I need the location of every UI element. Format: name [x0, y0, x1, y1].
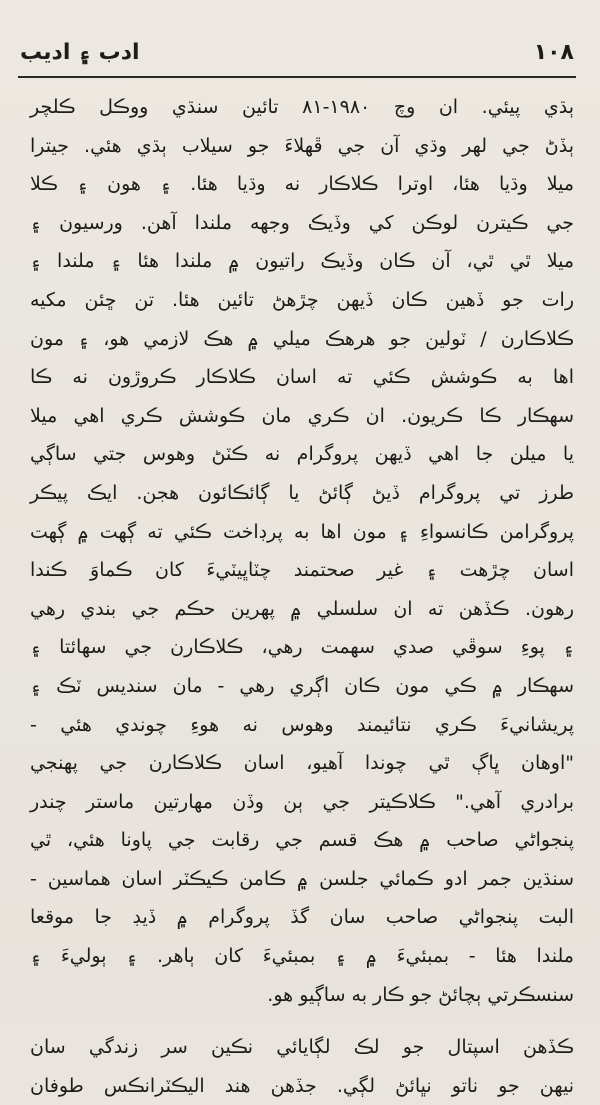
- text-line: ۽ پوءِ سوڦي صدي سهمت رهي، ڪلاڪارن جي سهائتا ۽: [30, 636, 574, 659]
- text-line: يا ميلن جا اهي ڏيهن پروگرام نه ڪٽڻ وهوس جتي ساڳي: [30, 443, 574, 466]
- text-line: سهڪار ۾ ڪي مون ڪان اڳري رهي - مان سنديس ٽڪ ۽: [30, 674, 574, 697]
- text-line: نيهن جو ناتو نڀائڻ لڳي. جڏهن هند اليڪٽرانڪس طوفان: [30, 1074, 574, 1097]
- paragraph-gap: [30, 1014, 574, 1028]
- page-number: ١٠٨: [533, 40, 574, 65]
- running-title: ادب ۽ اديب: [20, 40, 140, 65]
- text-line: البت پنجواڻي صاحب سان گڏ پروگرام ۾ ڏيڊ جا موقعا: [30, 906, 574, 929]
- text-line: سنڌين جمر ادو ڪمائي جلسن ۾ ڪامن ڪيڪٽر اسان هماسين -: [30, 867, 574, 890]
- text-line: ميلا وڌيا هئا، اوترا ڪلاڪار نه وڌيا هئا. ۽ هون ۽ ڪلا: [30, 173, 574, 196]
- text-line: ملندا هئا - بمبئيءَ ۾ ۽ بمبئيءَ کان ٻاهر. ۽ ٻوليءَ ۽: [30, 945, 574, 968]
- text-line: ميلا ٿي ٿي، آن ڪان وڏيڪ راتيون ۾ ملندا هئا ۽ ملندا ۽: [30, 250, 574, 273]
- text-line: پريشانيءَ ڪري نتائيمند وهوس نه هوءِ چوندي هئي -: [30, 713, 574, 736]
- text-line: سهڪار ڪا ڪريون. ان ڪري مان ڪوشش ڪري اهي ميلا: [30, 404, 574, 427]
- text-line: جي ڪيترن لوڪن کي وڏيڪ وجهه ملندا آهن. ورسيون ۽: [30, 211, 574, 234]
- text-line: پنجواڻي صاحب ۾ هڪ قسم جي رقابت جي پاونا هئي، ٿي: [30, 829, 574, 852]
- body-text: [30, 88, 574, 1105]
- text-line: ٻڏڻ جي لهر وڌي آن جي ڦهلاءَ جو سيلاب ٻڌي هئي. جيترا: [30, 134, 574, 157]
- text-line: ٻڌي پيئي. ان وچ ١٩٨٠-٨١ تائين سنڌي ووڪل ڪلچر: [30, 96, 574, 118]
- text-line-last: سنسڪرتي ٻچائڻ جو ڪار به ساڳيو هو.: [267, 983, 574, 1006]
- paragraph-2: [30, 1028, 574, 1105]
- text-line: اها به ڪوشش ڪئي ته اسان ڪلاڪار ڪروڙون نه ڪا: [30, 366, 574, 389]
- text-line: رهون. ڪڏهن ته ان سلسلي ۾ پهرين حڪم جي بندي رهي: [30, 597, 574, 620]
- text-line: ڪڏهن اسپتال جو لڪ لڳايائي نڪين سر زندگي سان: [30, 1036, 574, 1059]
- text-line: پروگرامن ڪانسواءِ ۽ مون اها به پرڊاخت ڪئي ته ڳهت ۾ ڳهت: [30, 520, 574, 543]
- text-line: ڪلاڪارن / ٽولين جو هرهڪ ميلي ۾ هڪ لازمي هو، ۽ مون: [30, 327, 574, 350]
- text-line: طرز تي پروگرام ڏيڻ ڳائڻ يا ڳائڪائون هجن. ايڪ پيڪر: [30, 481, 574, 504]
- text-line: رات جو ڏهين ڪان ڏيهن چڙهڻ تائين هئا. تن ڇئن مکيه: [30, 288, 574, 311]
- header-divider: [18, 76, 576, 78]
- text-line: برادري آهي." ڪلاڪيتر جي ٻن وڏن مهارتين ماستر چندر: [30, 790, 574, 813]
- page-header: [20, 38, 574, 72]
- text-line: اسان چڙهت ۽ غير صحتمند چٽاڀيٽيءَ کان ڪماوَ ڪندا: [30, 559, 574, 582]
- text-line: "اوهان ڀاڳ ٿي چوندا آهيو، اسان ڪلاڪارن جي پهنجي: [30, 752, 574, 775]
- paragraph-1: [30, 88, 574, 1014]
